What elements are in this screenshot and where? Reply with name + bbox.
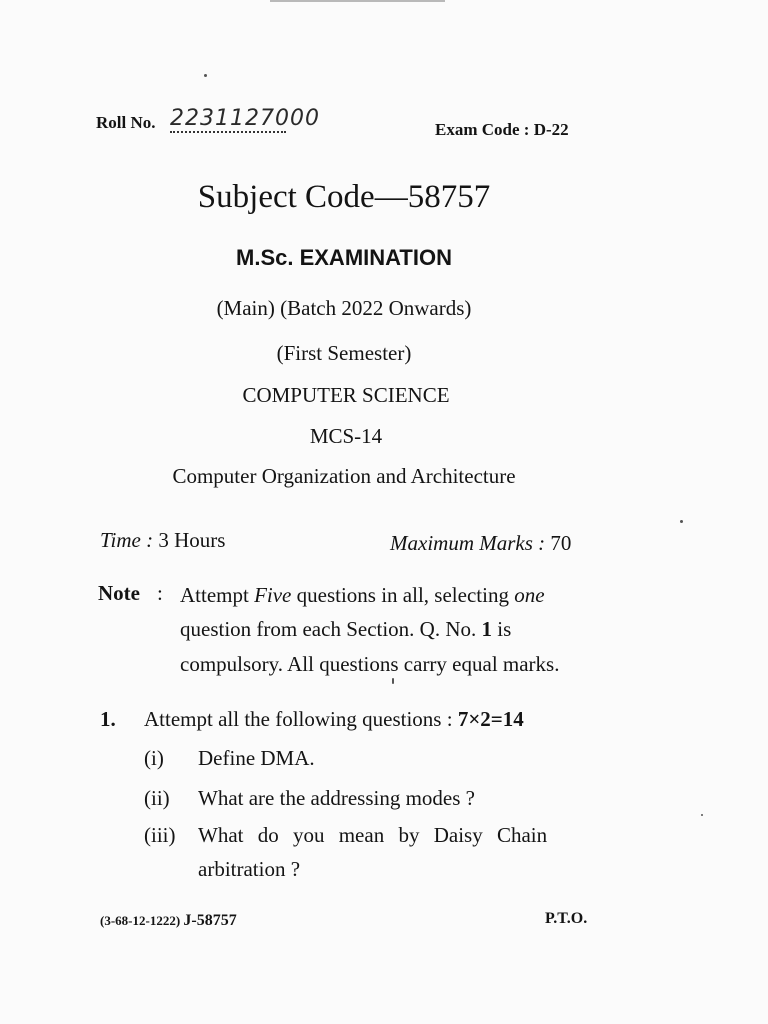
roll-number-label: Roll No. bbox=[96, 113, 156, 132]
question-text bbox=[144, 707, 524, 732]
note-line-3: compulsory. All questions carry equal marks. bbox=[180, 652, 560, 676]
examination-title: M.Sc. EXAMINATION bbox=[236, 245, 452, 270]
note-line-1 bbox=[180, 583, 545, 608]
roll-number-dotted-line bbox=[170, 131, 286, 133]
footer-paper-code bbox=[100, 912, 237, 930]
time-value: 3 Hours bbox=[158, 528, 226, 552]
note-text: questions in all, selecting bbox=[291, 583, 515, 607]
batch-info: (Main) (Batch 2022 Onwards) bbox=[216, 296, 472, 320]
paper-speck bbox=[680, 520, 683, 523]
course-title: Computer Organization and Architecture bbox=[172, 464, 516, 488]
note-emphasis: Five bbox=[254, 583, 292, 607]
marks-separator: : bbox=[532, 531, 551, 555]
roll-number-handwritten: 2231127000 bbox=[170, 106, 320, 131]
marks-value: 70 bbox=[550, 531, 572, 555]
subquestion-label: (iii) bbox=[144, 823, 176, 847]
note-text: is bbox=[492, 617, 512, 641]
please-turn-over: P.T.O. bbox=[545, 910, 588, 927]
maximum-marks bbox=[390, 531, 571, 556]
subquestion-label: (ii) bbox=[144, 786, 170, 810]
question-instruction: Attempt all the following questions : bbox=[144, 707, 458, 731]
footer-code-main: J-58757 bbox=[183, 912, 237, 929]
note-emphasis: 1 bbox=[481, 617, 493, 641]
subquestion-text: What do you mean by Daisy Chain bbox=[198, 823, 548, 847]
subquestion-label: (i) bbox=[144, 746, 164, 770]
paper-speck bbox=[204, 74, 207, 77]
time-label: Time bbox=[100, 528, 141, 552]
note-label: Note bbox=[98, 581, 140, 605]
subquestion-text: What are the addressing modes ? bbox=[198, 786, 475, 810]
question-marks: 7×2=14 bbox=[457, 707, 524, 731]
note-colon: : bbox=[157, 581, 163, 605]
paper-speck bbox=[701, 814, 703, 816]
time-allowed bbox=[100, 528, 225, 553]
note-line-2 bbox=[180, 617, 511, 642]
note-text: Attempt bbox=[180, 583, 255, 607]
footer-code-small: (3-68-12-1222) bbox=[100, 913, 181, 928]
note-emphasis: one bbox=[514, 583, 545, 607]
time-separator: : bbox=[140, 528, 159, 552]
question-number: 1. bbox=[100, 707, 116, 731]
subject-code: Subject Code—58757 bbox=[197, 179, 491, 215]
paper-speck bbox=[392, 678, 394, 684]
course-code: MCS-14 bbox=[309, 424, 383, 448]
marks-label: Maximum Marks bbox=[390, 531, 533, 555]
department: COMPUTER SCIENCE bbox=[242, 383, 450, 407]
top-edge-line bbox=[270, 0, 445, 2]
exam-code: Exam Code : D-22 bbox=[435, 120, 569, 139]
note-text: question from each Section. Q. No. bbox=[180, 617, 482, 641]
subquestion-text-continued: arbitration ? bbox=[198, 857, 301, 881]
subquestion-text: Define DMA. bbox=[198, 746, 315, 770]
semester-info: (First Semester) bbox=[276, 341, 412, 365]
